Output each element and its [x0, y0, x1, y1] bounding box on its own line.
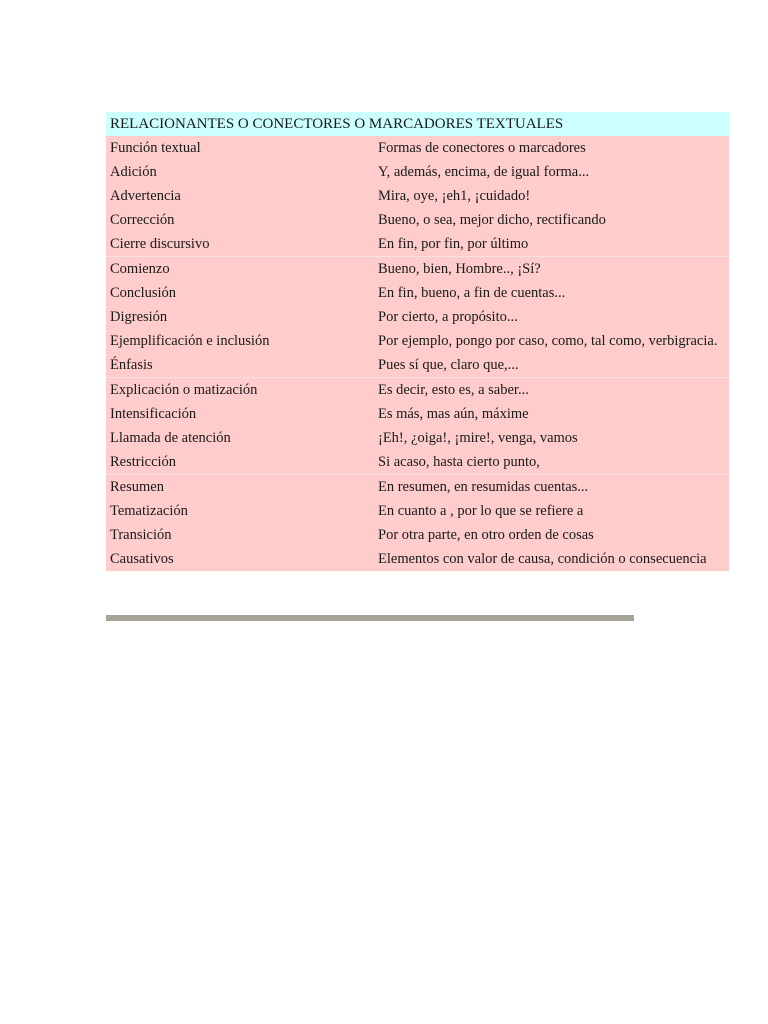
table-row — [106, 184, 729, 208]
cell-formas: En cuanto a , por lo que se refiere a — [374, 499, 729, 523]
table-row — [106, 232, 729, 257]
cell-funcion: Énfasis — [106, 353, 374, 378]
cell-formas: En resumen, en resumidas cuentas... — [374, 475, 729, 500]
table-row — [106, 329, 729, 353]
connectors-table-container — [106, 112, 729, 571]
table-row — [106, 523, 729, 547]
cell-funcion: Resumen — [106, 475, 374, 500]
table-row — [106, 305, 729, 329]
cell-formas: Por cierto, a propósito... — [374, 305, 729, 329]
cell-formas: En fin, bueno, a fin de cuentas... — [374, 281, 729, 305]
cell-formas: Y, además, encima, de igual forma... — [374, 160, 729, 184]
table-header-row — [106, 136, 729, 160]
table-row — [106, 160, 729, 184]
table-row — [106, 208, 729, 232]
table-row — [106, 281, 729, 305]
cell-funcion: Cierre discursivo — [106, 232, 374, 257]
cell-formas: Mira, oye, ¡eh1, ¡cuidado! — [374, 184, 729, 208]
cell-formas: Por ejemplo, pongo por caso, como, tal como, verbigracia. — [374, 329, 729, 353]
cell-formas: En fin, por fin, por último — [374, 232, 729, 257]
table-bottom-bar — [106, 615, 634, 621]
cell-formas: Por otra parte, en otro orden de cosas — [374, 523, 729, 547]
cell-formas: ¡Eh!, ¿oiga!, ¡mire!, venga, vamos — [374, 426, 729, 450]
cell-funcion: Advertencia — [106, 184, 374, 208]
cell-funcion: Explicación o matización — [106, 378, 374, 403]
cell-funcion: Digresión — [106, 305, 374, 329]
cell-funcion: Llamada de atención — [106, 426, 374, 450]
cell-formas: Pues sí que, claro que,... — [374, 353, 729, 378]
cell-funcion: Restricción — [106, 450, 374, 475]
table-body — [106, 112, 729, 571]
table-row — [106, 426, 729, 450]
table-title-row — [106, 112, 729, 136]
table-row — [106, 499, 729, 523]
header-funcion-textual: Función textual — [106, 136, 374, 160]
table-title: RELACIONANTES O CONECTORES O MARCADORES TEXTUALES — [106, 112, 729, 136]
cell-funcion: Tematización — [106, 499, 374, 523]
cell-funcion: Ejemplificación e inclusión — [106, 329, 374, 353]
cell-funcion: Transición — [106, 523, 374, 547]
cell-funcion: Adición — [106, 160, 374, 184]
cell-funcion: Intensificación — [106, 402, 374, 426]
connectors-table — [106, 112, 729, 571]
cell-formas: Si acaso, hasta cierto punto, — [374, 450, 729, 475]
cell-funcion: Comienzo — [106, 257, 374, 282]
table-row — [106, 475, 729, 500]
cell-formas: Bueno, o sea, mejor dicho, rectificando — [374, 208, 729, 232]
cell-formas: Es más, mas aún, máxime — [374, 402, 729, 426]
table-row — [106, 547, 729, 571]
table-row — [106, 257, 729, 282]
cell-funcion: Causativos — [106, 547, 374, 571]
header-formas-conectores: Formas de conectores o marcadores — [374, 136, 729, 160]
table-row — [106, 402, 729, 426]
table-row — [106, 378, 729, 403]
cell-formas: Es decir, esto es, a saber... — [374, 378, 729, 403]
cell-funcion: Conclusión — [106, 281, 374, 305]
cell-formas: Bueno, bien, Hombre.., ¡Sí? — [374, 257, 729, 282]
table-row — [106, 353, 729, 378]
cell-formas: Elementos con valor de causa, condición o consecuencia — [374, 547, 729, 571]
table-row — [106, 450, 729, 475]
cell-funcion: Corrección — [106, 208, 374, 232]
